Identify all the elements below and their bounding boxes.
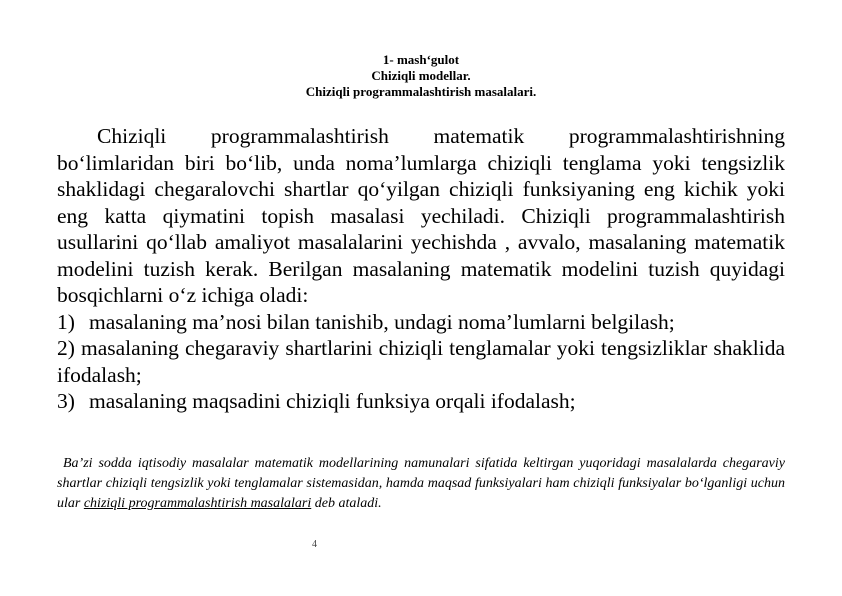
section-title: Chiziqli programmalashtirish masalalari.	[305, 84, 537, 99]
note-text-end: deb ataladi.	[311, 496, 382, 511]
list-item-number: 3)	[57, 389, 75, 413]
main-text	[57, 123, 785, 415]
italic-note	[57, 454, 785, 514]
chapter-title: Chiziqli modellar.	[371, 68, 471, 83]
list-item-text: masalaning maqsadini chiziqli funksiya orqali ifodalash;	[89, 389, 576, 413]
list-item-2	[57, 335, 785, 388]
list-item-text: masalaning chegaraviy shartlarini chiziqli tenglamalar yoki tengsizliklar shaklida ifodalash;	[57, 336, 786, 387]
note-text: Ba’zi sodda iqtisodiy masalalar matematik modellarining namunalari sifatida keltirgan yuqoridagi masalalarda chegaraviy shartlar chiziqli tengsizlik yoki tenglamalar sistemasidan, hamda maqsad funksiyalari ham chiziqli funksiyalar bo‘lganligi uchun ular	[57, 456, 785, 511]
list-item-text: masalaning ma’nosi bilan tanishib, undagi noma’lumlarni belgilash;	[89, 309, 675, 334]
underlined-term: chiziqli programmalashtirish masalalari	[83, 496, 312, 511]
lesson-number-heading: 1- mash‘gulot	[382, 52, 460, 67]
list-item-3	[57, 388, 785, 415]
list-item-1	[57, 309, 785, 336]
intro-paragraph: Chiziqli programmalashtirish matematik programmalashtirishning bo‘limlaridan biri bo‘lib, unda noma’lumlarga chiziqli tenglama yoki tengsizlik shaklidagi chegaralovchi shartlar qo‘yilgan chiziqli funksiyaning eng kichik yoki eng katta qiymatini topish masalasi yechiladi. Chiziqli programmalashtirish usullarini qo‘llab amaliyot masalalarini yechishda , avvalo, masalaning matematik modelini tuzish kerak. Berilgan masalaning matematik modelini tuzish quyidagi bosqichlarni o‘z ichiga oladi:	[57, 124, 785, 307]
list-item-number: 2)	[57, 336, 75, 360]
list-item-number: 1)	[57, 309, 75, 334]
page-number: 4	[312, 539, 317, 550]
